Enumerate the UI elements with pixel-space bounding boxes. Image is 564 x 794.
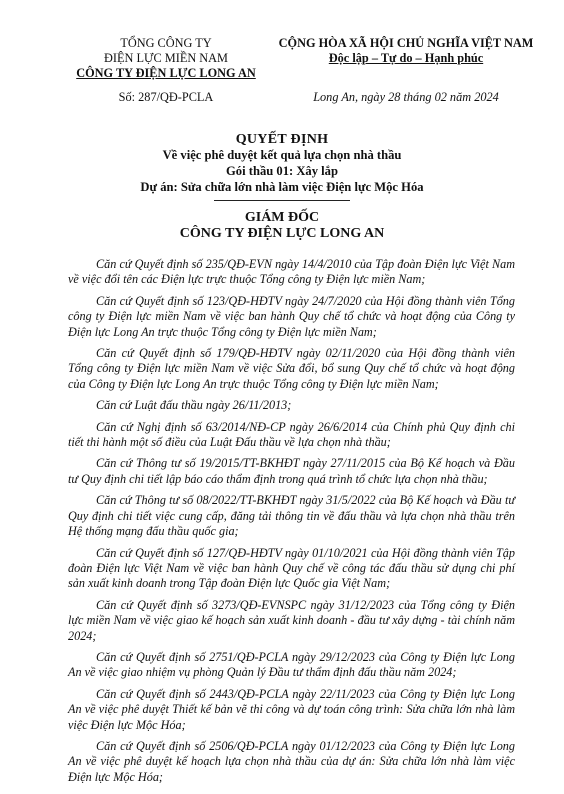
document-package: Gói thầu 01: Xây lắp [226,164,338,178]
legal-basis-paragraph: Căn cứ Quyết định số 3273/QĐ-EVNSPC ngày 31/12/2023 của Tổng công ty Điện lực miền Nam về việc giao kế hoạch sản xuất kinh doanh - đầu tư xây dựng - tài chính năm 2024; [68,597,515,643]
issuer-parent-line1: TỔNG CÔNG TY [120,36,212,50]
authority-org: CÔNG TY ĐIỆN LỰC LONG AN [179,226,385,241]
legal-basis-paragraph: Căn cứ Quyết định số 2506/QĐ-PCLA ngày 01/12/2023 của Công ty Điện lực Long An về việc phê duyệt kế hoạch lựa chọn nhà thầu của dự án: Sửa chữa lớn nhà làm việc Điện lực Mộc Hóa; [68,738,515,784]
issuer-parent-line2: ĐIỆN LỰC MIỀN NAM [104,51,228,65]
legal-basis-paragraph: Căn cứ Quyết định số 123/QĐ-HĐTV ngày 24/7/2020 của Hội đồng thành viên Tổng công ty Điện lực miền Nam về việc ban hành Quy chế tổ chức và hoạt động của Công ty Điện lực Long An trực thuộc Tổng công ty Điện lực miền Nam; [68,293,515,339]
document-number: Số: 287/QĐ-PCLA [118,90,214,104]
issuer-name: CÔNG TY ĐIỆN LỰC LONG AN [76,66,256,80]
document-subject: Về việc phê duyệt kết quả lựa chọn nhà thầu [162,148,402,162]
issuer-block [40,36,292,81]
legal-basis-paragraph: Căn cứ Quyết định số 127/QĐ-HĐTV ngày 01/10/2021 của Hội đồng thành viên Tập đoàn Điện lực Việt Nam về việc ban hành Quy chế về công tác đấu thầu sử dụng chi phí sản xuất kinh doanh trong Tập đoàn Điện lực Quốc gia Việt Nam; [68,545,515,591]
legal-basis-paragraph: Căn cứ Thông tư số 19/2015/TT-BKHĐT ngày 27/11/2015 của Bộ Kế hoạch và Đầu tư Quy định chi tiết lập báo cáo thẩm định trong quá trình tổ chức lựa chọn nhà thầu; [68,456,515,486]
legal-basis-paragraph: Căn cứ Quyết định số 2443/QĐ-PCLA ngày 22/11/2023 của Công ty Điện lực Long An về việc phê duyệt Thiết kế bản vẽ thi công và dự toán công trình: Sửa chữa lớn nhà làm việc Điện lực Mộc Hóa; [68,686,515,732]
legal-basis-section [68,257,515,791]
title-divider [214,200,350,201]
national-motto-block [256,36,556,66]
legal-basis-paragraph: Căn cứ Thông tư số 08/2022/TT-BKHĐT ngày 31/5/2022 của Bộ Kế hoạch và Đầu tư Quy định chi tiết việc cung cấp, đăng tải thông tin về đấu thầu và lựa chọn nhà thầu trên Hệ thống mạng đấu thầu quốc gia; [68,493,515,539]
document-project: Dự án: Sửa chữa lớn nhà làm việc Điện lực Mộc Hóa [140,180,424,194]
country-name: CỘNG HÒA XÃ HỘI CHỦ NGHĨA VIỆT NAM [278,36,534,50]
legal-basis-paragraph: Căn cứ Quyết định số 2751/QĐ-PCLA ngày 29/12/2023 của Công ty Điện lực Long An về việc giao nhiệm vụ phòng Quản lý Đầu tư thẩm định đấu thầu năm 2024; [68,649,515,680]
legal-basis-paragraph: Căn cứ Nghị định số 63/2014/NĐ-CP ngày 26/6/2014 của Chính phủ Quy định chi tiết thi hành một số điều của Luật Đấu thầu về lựa chọn nhà thầu; [68,419,515,450]
legal-basis-paragraph: Căn cứ Quyết định số 235/QĐ-EVN ngày 14/4/2010 của Tập đoàn Điện lực Việt Nam về việc đổi tên các Điện lực trực thuộc Tổng công ty Điện lực miền Nam; [68,257,515,287]
national-motto: Độc lập – Tự do – Hạnh phúc [328,51,484,65]
document-title: QUYẾT ĐỊNH [235,132,329,147]
legal-basis-paragraph: Căn cứ Quyết định số 179/QĐ-HĐTV ngày 02/11/2020 của Hội đồng thành viên Tổng công ty Điện lực miền Nam về việc Sửa đổi, bổ sung Quy chế tổ chức và hoạt động của Công ty Điện lực Long An trực thuộc Tổng công ty Điện lực miền Nam; [68,346,515,391]
legal-basis-paragraph: Căn cứ Luật đấu thầu ngày 26/11/2013; [96,398,292,413]
document-date: Long An, ngày 28 tháng 02 năm 2024 [313,90,499,104]
authority-title: GIÁM ĐỐC [244,210,320,225]
